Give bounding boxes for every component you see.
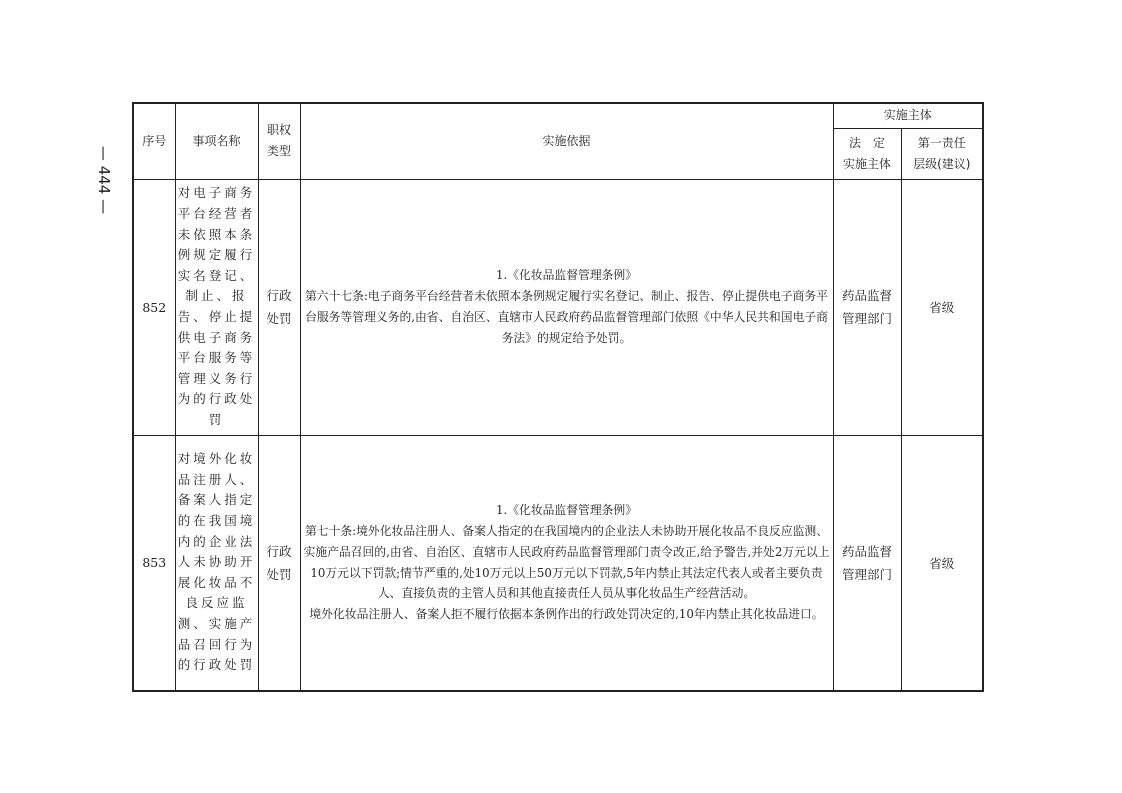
header-first-level-line-2: 层级(建议): [913, 156, 971, 171]
row-level: 省级: [901, 179, 983, 435]
row-type-line-1: 行政: [266, 543, 292, 559]
header-legal-subject-line-2: 实施主体: [842, 156, 891, 171]
header-type: [258, 103, 300, 179]
header-first-level: [901, 128, 983, 179]
row-type: [258, 435, 300, 691]
table-row: [133, 435, 983, 691]
header-legal-subject-line-1: 法 定: [848, 135, 885, 150]
row-type-line-1: 行政: [266, 288, 292, 303]
row-basis: [300, 435, 833, 691]
row-subject-line-1: 药品监督: [841, 288, 892, 303]
header-seq: 序号: [133, 103, 175, 179]
row-type-line-2: 处罚: [266, 566, 292, 582]
row-subject-line-2: 管理部门: [841, 311, 892, 326]
row-seq: 852: [133, 179, 175, 435]
row-seq: 853: [133, 435, 175, 691]
row-item-name: 对境外化妆品注册人、备案人指定的在我国境内的企业法人未协助开展化妆品不良反应监测、实施产品召回行为的行政处罚: [175, 435, 258, 691]
header-basis: 实施依据: [300, 103, 833, 179]
basis-line: 第六十七条:电子商务平台经营者未依照本条例规定履行实名登记、制止、报告、停止提供电子商务平台服务等管理义务的,由省、自治区、直辖市人民政府药品监督管理部门依照《中华人民共和国电子商务法》的规定给予处罚。: [304, 289, 829, 345]
basis-line: 第七十条:境外化妆品注册人、备案人指定的在我国境内的企业法人未协助开展化妆品不良反应监测、实施产品召回的,由省、自治区、直辖市人民政府药品监督管理部门责令改正,给予警告,并处2万元以上10万元以下罚款;情节严重的,处10万元以上50万元以下罚款,5年内禁止其法定代表人或者主要负责人、直接负责的主管人员和其他直接责任人员从事化妆品生产经营活动。: [303, 523, 830, 601]
header-row: [133, 103, 983, 128]
row-legal-subject: [833, 435, 901, 691]
row-subject-line-2: 管理部门: [841, 566, 892, 582]
row-type-line-2: 处罚: [266, 311, 292, 326]
row-level: 省级: [901, 435, 983, 691]
header-type-line-2: 类型: [266, 144, 291, 159]
header-name: 事项名称: [175, 103, 258, 179]
basis-line: 1.《化妆品监督管理条例》: [495, 503, 638, 518]
row-type: [258, 179, 300, 435]
header-legal-subject: [833, 128, 901, 179]
basis-line: 1.《化妆品监督管理条例》: [495, 268, 638, 283]
row-subject-line-1: 药品监督: [841, 543, 892, 559]
table-row: [133, 179, 983, 435]
row-basis: [300, 179, 833, 435]
header-subject-group: 实施主体: [833, 103, 983, 128]
row-item-name: 对电子商务平台经营者未依照本条例规定履行实名登记、制止、报告、停止提供电子商务平台服务等管理义务行为的行政处罚: [175, 179, 258, 435]
basis-line: 境外化妆品注册人、备案人拒不履行依据本条例作出的行政处罚决定的,10年内禁止其化妆品进口。: [309, 607, 824, 622]
header-type-line-1: 职权: [266, 123, 291, 138]
page-number: — 444 —: [95, 145, 113, 215]
row-legal-subject: [833, 179, 901, 435]
header-first-level-line-1: 第一责任: [917, 135, 966, 150]
enforcement-table: [132, 102, 984, 692]
